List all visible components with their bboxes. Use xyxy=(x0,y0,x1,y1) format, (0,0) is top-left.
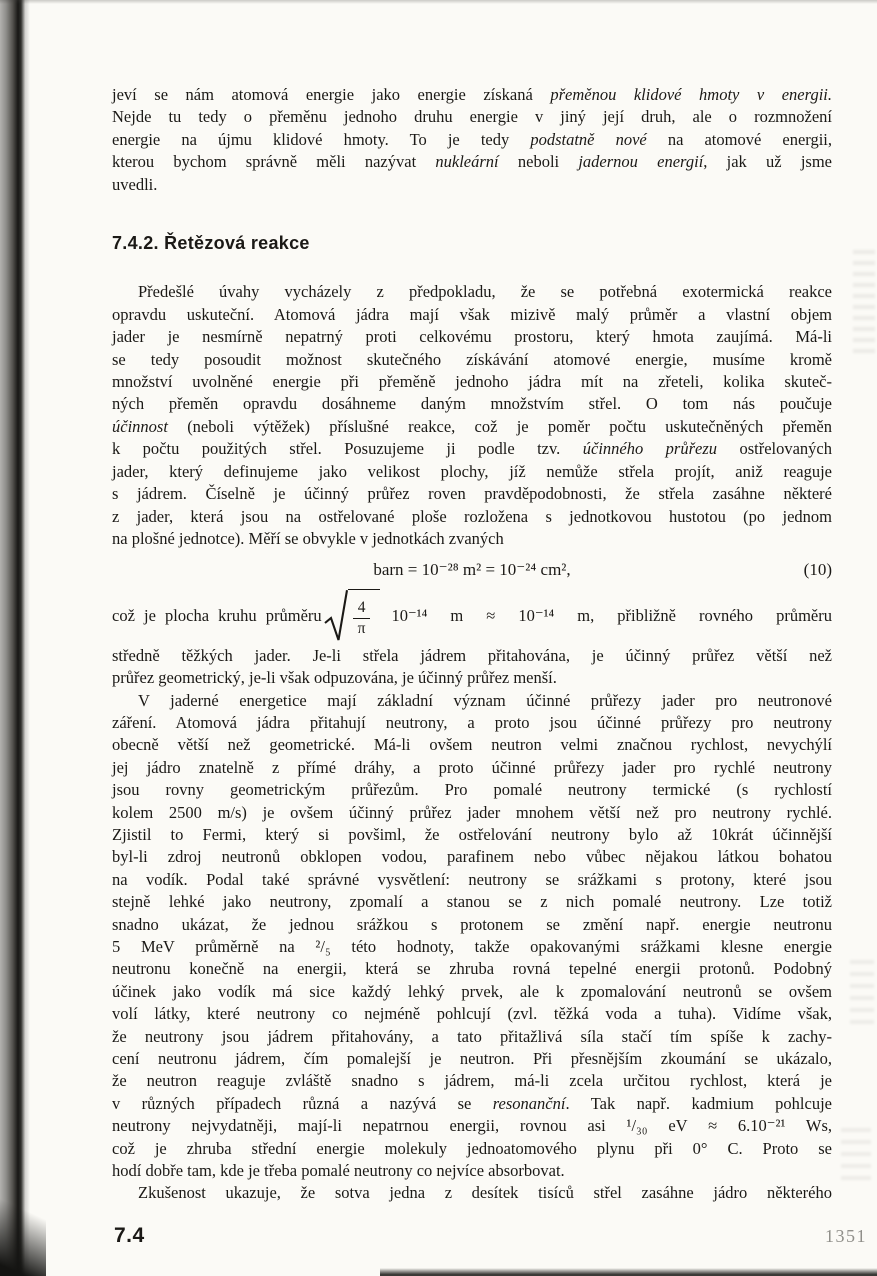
text-line: Zjistil to Fermi, který si povšiml, že ostřelování neutrony bylo až 10krát účinnější xyxy=(112,824,832,844)
equation-row xyxy=(112,559,832,581)
section-heading: 7.4.2. Řetězová reakce xyxy=(112,233,310,254)
text-line: účinnost (neboli výtěžek) příslušné reakce, což je poměr počtu uskutečněných přeměn xyxy=(112,416,832,436)
text-line: z jader, která jsou na ostřelované ploše rozložena s jednotkovou hustotou (po jednom xyxy=(112,506,832,526)
text-line: na vodík. Podal také správné vysvětlení: neutrony se srážkami s protony, které jsou xyxy=(112,869,832,889)
fraction-numerator: 4 xyxy=(353,599,371,619)
scan-top-edge xyxy=(0,0,877,4)
italic-text: účinnost xyxy=(112,416,168,436)
sqrt-pre-text: což je plocha kruhu průměru xyxy=(112,605,322,625)
text-line: neutrony nejvydatněji, mají-li nepatrnou energii, rovnou asi ¹/₃₀ eV ≈ 6.10⁻²¹ Ws, xyxy=(112,1116,832,1136)
scan-artifact xyxy=(850,960,874,1030)
text-line: opravdu uskuteční. Atomová jádra mají však mizivě malý průměr a vlastní objem xyxy=(112,304,832,324)
italic-text: resonanční xyxy=(492,1093,566,1113)
scan-bottom-edge xyxy=(380,1268,877,1276)
page-number: 1351 xyxy=(825,1226,867,1246)
italic-text: účinného průřezu xyxy=(582,439,718,459)
square-root xyxy=(324,589,381,643)
text-line: kolem 2500 m/s) je ovšem účinný průřez jader mnohem větší než pro neutrony rychlé. xyxy=(112,802,832,822)
italic-text: podstatně nové xyxy=(530,129,647,149)
italic-text: jadernou energií xyxy=(578,152,704,172)
fraction xyxy=(353,599,371,638)
text-line: byl-li zdroj neutronů obklopen vodou, parafinem nebo vůbec nějakou látkou bohatou xyxy=(112,847,832,867)
text-line: na plošné jednotce). Měří se obvykle v jednotkách zvaných xyxy=(112,528,504,548)
text-line: účinek jako vodík má sice každý lehký prvek, ale k zpomalování neutronů se ovšem xyxy=(112,981,832,1001)
italic-text: nukleární xyxy=(435,152,499,172)
text-line: snadno ukázat, že jednou srážkou s protonem se změní např. energie neutronu xyxy=(112,914,832,934)
text-line: energie na újmu klidové hmoty. To je tedy podstatně nové na atomové energii, xyxy=(112,129,833,149)
text-line: jsou rovny geometrickým průřezům. Pro pomalé neutrony termické (s rychlostí xyxy=(112,780,832,800)
sqrt-radicand xyxy=(348,589,381,643)
text-line: jej jádro znatelně z přímé dráhy, a proto účinné průřezy jader pro rychlé neutrony xyxy=(112,757,832,777)
text-line: 5 MeV průměrně na ²/₅ této hodnoty, takže opakovanými srážkami klesne energie xyxy=(112,937,832,956)
text-line: jader je nesmírně nepatrný proti celkovému prostoru, který hmota zaujímá. Má-li xyxy=(112,327,832,347)
text-line: k počtu použitých střel. Posuzujeme ji podle tzv. účinného průřezu ostřelovaných xyxy=(112,439,833,459)
text-line: jader, který definujeme jako velikost plochy, jíž nemůže střela projít, aniž reaguje xyxy=(112,461,832,481)
text-line: obecně větší než geometrické. Má-li ovšem neutron velmi značnou rychlost, nevychýlí xyxy=(112,735,832,755)
text-line: což je zhruba střední energie molekuly jednoatomového plynu při 0° C. Proto se xyxy=(112,1138,832,1158)
text-line: Předešlé úvahy vycházely z předpokladu, že se potřebná exotermická reakce xyxy=(138,282,832,302)
text-line: že neutron reaguje zvláště snadno s jádrem, má-li zcela určitou rychlost, která je xyxy=(112,1071,832,1091)
text-line: hodí dobře tam, kde je třeba pomalé neutrony co nejvíce absorbovat. xyxy=(112,1161,565,1181)
sqrt-expression-line xyxy=(112,587,832,645)
text-line: že neutrony jsou jádrem přitahovány, a tato přitažlivá síla stačí tím spíše k zachy- xyxy=(112,1026,832,1046)
text-line: stejně lehké jako neutrony, zpomalí a stanou se z nich pomalé neutrony. Lze totiž xyxy=(112,892,832,912)
scan-gutter-shadow xyxy=(0,0,30,1276)
page-footer xyxy=(114,1224,867,1248)
text-line: ných přeměn opravdu dosáhneme daným množstvím střel. O tom nás poučuje xyxy=(112,394,832,414)
text-line: jeví se nám atomová energie jako energie získaná přeměnou klidové hmoty v energii. xyxy=(112,85,832,104)
fraction-denominator: π xyxy=(357,619,366,637)
text-line: volí látky, které neutrony co nejméně pohlcují (zvl. těžká voda a tuha). Vidíme však, xyxy=(112,1004,832,1024)
text-line: množství uvolněné energie při přeměně jednoho jádra mít na zřeteli, kolika skuteč- xyxy=(112,372,832,392)
scan-artifact xyxy=(853,250,875,360)
text-line: se tedy posoudit možnost skutečného získávání atomové energie, musíme kromě xyxy=(112,349,832,369)
section-number: 7.4 xyxy=(114,1224,145,1247)
text-line: kterou bychom správně měli nazývat nukleární neboli jadernou energií, jak už jsme xyxy=(112,152,832,172)
text-line: V jaderné energetice mají základní význam účinné průřezy jader pro neutronové xyxy=(138,690,832,710)
text-line: neutronu konečně na energii, která se zhruba rovná tepelné energii protonů. Podobný xyxy=(112,959,832,979)
text-line: uvedli. xyxy=(112,174,158,194)
text-line: průřez geometrický, je-li však odpuzována, je účinný průřez menší. xyxy=(112,668,557,688)
text-line: v různých případech různá a nazývá se resonanční. Tak např. kadmium pohlcuje xyxy=(112,1093,832,1113)
text-line: středně těžkých jader. Je-li střela jádrem přitahována, je účinný průřez větší než xyxy=(112,645,832,665)
scan-artifact xyxy=(841,1128,871,1188)
text-column xyxy=(112,84,832,1205)
italic-text: přeměnou klidové hmoty v energii. xyxy=(550,85,832,104)
sqrt-post-text: 10⁻¹⁴ m ≈ 10⁻¹⁴ m, přibližně rovného průměru xyxy=(391,605,832,625)
text-line: Zkušenost ukazuje, že sotva jedna z desítek tisíců střel zasáhne jádro některého xyxy=(138,1183,832,1203)
equation-text: barn = 10⁻²⁸ m² = 10⁻²⁴ cm², xyxy=(373,560,571,580)
radical-sign-icon xyxy=(324,589,348,643)
text-line: záření. Atomová jádra přitahují neutrony, a proto jsou účinné průřezy pro neutrony xyxy=(112,712,832,732)
scan-corner-shadow xyxy=(0,1156,46,1276)
text-line: s jádrem. Číselně je účinný průřez roven pravděpodobnosti, že střela zasáhne některé xyxy=(112,484,832,504)
text-line: cení neutronu jádrem, čím pomalejší je neutron. Při přesnějším zkoumání se ukázalo, xyxy=(112,1049,832,1069)
text-line: Nejde tu tedy o přeměnu jednoho druhu energie v jiný její druh, ale o rozmnožení xyxy=(112,107,832,127)
equation-number: (10) xyxy=(803,560,832,580)
